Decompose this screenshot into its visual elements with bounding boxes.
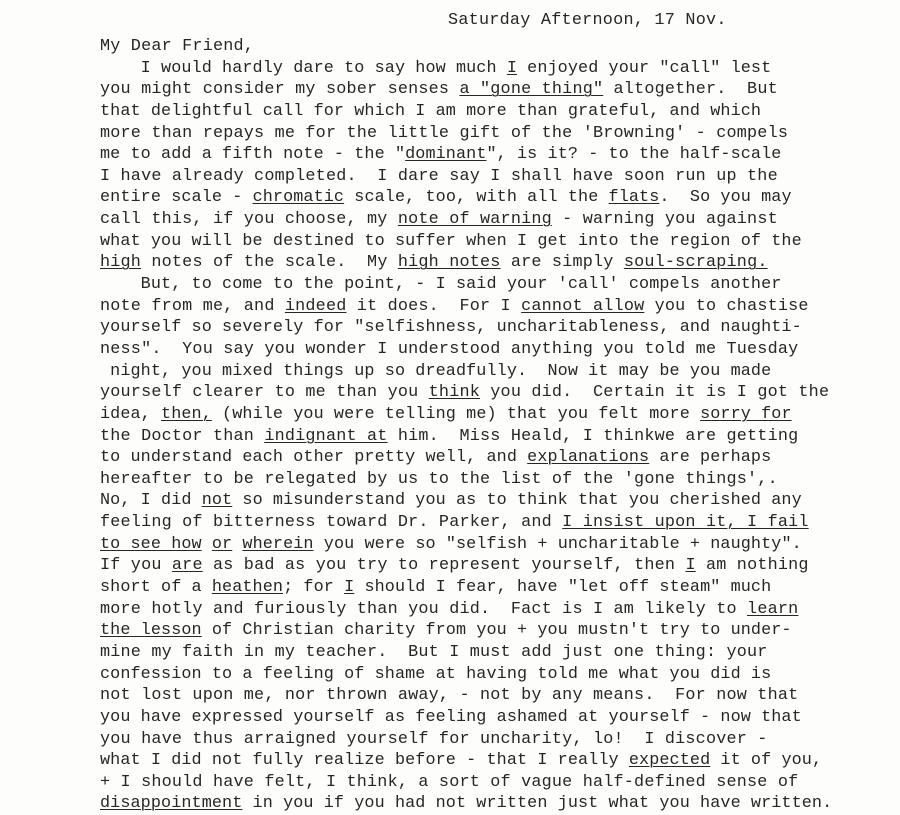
letter-line	[100, 642, 890, 664]
letter-line	[100, 144, 890, 166]
line-text: as bad as you try to represent yourself, then	[202, 556, 686, 576]
letter-line	[100, 339, 890, 361]
underlined-text: cannot allow	[521, 296, 645, 316]
line-text: in you if you had not written just what you have written.	[242, 794, 833, 814]
underlined-text: or	[211, 534, 233, 554]
underlined-text: then,	[161, 404, 212, 424]
line-text: more than repays me for the little gift of the 'Browning' - compels	[100, 123, 789, 143]
underlined-text: note of warning	[397, 210, 552, 230]
underlined-text: high notes	[397, 253, 501, 273]
line-text: you did. Certain it is I got the	[480, 383, 830, 403]
line-text: hereafter to be relegated by us to the list of the 'gone things',.	[100, 469, 778, 489]
underlined-text: a "gone thing"	[459, 80, 604, 100]
underlined-text: disappointment	[100, 794, 243, 814]
letter-line	[100, 577, 890, 599]
underlined-text: I	[506, 58, 517, 78]
line-text: idea,	[100, 404, 162, 424]
underlined-text: wherein	[242, 534, 314, 554]
letter-line	[100, 166, 890, 188]
line-text: should I fear, have "let off steam" much	[354, 578, 772, 598]
letter-line	[100, 123, 890, 145]
letter-line	[100, 361, 890, 383]
letter-line	[100, 252, 890, 274]
letter-body	[100, 36, 890, 815]
letter-line	[100, 555, 890, 577]
letter-line	[100, 512, 890, 534]
line-text: ; for	[283, 578, 345, 598]
line-text: feeling of bitterness toward Dr. Parker, and	[100, 513, 563, 533]
line-text	[232, 535, 242, 554]
line-text: If you	[100, 556, 172, 576]
line-text: - warning you against	[551, 210, 778, 230]
underlined-text: dominant	[405, 145, 487, 165]
line-text: ", is it? - to the half-scale	[486, 145, 782, 165]
underlined-text: not	[201, 491, 233, 511]
underlined-text: learn	[747, 599, 799, 619]
underlined-text: I	[685, 556, 696, 576]
letter-line	[100, 447, 890, 469]
line-text: of Christian charity from you + you mustn't try to under-	[201, 621, 792, 641]
letter-line	[100, 469, 890, 491]
line-text: yourself so severely for "selfishness, uncharitableness, and naughti-	[100, 318, 802, 338]
underlined-text: the lesson	[100, 621, 202, 641]
line-text: the Doctor than	[100, 426, 265, 446]
line-text: entire scale -	[100, 188, 253, 208]
line-text: note from me, and	[100, 296, 285, 316]
letter-line	[100, 187, 890, 209]
letter-line	[100, 101, 890, 123]
underlined-text: heathen	[211, 578, 284, 598]
underlined-text: think	[428, 383, 481, 403]
line-text: call this, if you choose, my	[100, 210, 398, 230]
line-text: are perhaps	[649, 448, 772, 468]
underlined-text: flats	[608, 188, 660, 208]
line-text: . So you may	[659, 188, 792, 208]
underlined-text: high	[100, 253, 142, 273]
letter-line	[100, 296, 890, 318]
letter-line	[100, 36, 890, 58]
underlined-text: chromatic	[252, 188, 345, 208]
underlined-text: indeed	[284, 296, 347, 316]
line-text: night, you mixed things up so dreadfully. Now it may be you made	[100, 361, 772, 381]
letter-line	[100, 772, 890, 794]
line-text: short of a	[100, 578, 212, 598]
underlined-text: explanations	[527, 448, 650, 468]
letter-line	[100, 490, 890, 512]
underlined-text: expected	[628, 751, 711, 771]
line-text: confession to a feeling of shame at having told me what you did is	[100, 664, 772, 684]
letter-line	[100, 231, 890, 253]
underlined-text: to see how	[100, 534, 202, 554]
line-text: it of you,	[710, 751, 823, 771]
line-text: ness". You say you wonder I understood anything you told me Tuesday	[100, 339, 799, 359]
line-text: are simply	[500, 253, 624, 273]
line-text: what you will be destined to suffer when I get into the region of the	[100, 231, 802, 251]
letter-line	[100, 317, 890, 339]
letter-line	[100, 599, 890, 621]
line-text: enjoyed your "call" lest	[517, 58, 772, 78]
line-text: notes of the scale. My	[141, 253, 398, 273]
line-text: you have expressed yourself as feeling ashamed at yourself - now that	[100, 707, 802, 727]
line-text: (while you were telling me) that you felt more	[211, 404, 701, 424]
line-text: what I did not fully realize before - that I really	[100, 751, 629, 771]
line-text: yourself clearer to me than you	[100, 383, 429, 403]
letter-line	[100, 58, 890, 80]
line-text: him. Miss Heald, I thinkwe are getting	[387, 426, 799, 446]
line-text: you to chastise	[644, 296, 809, 316]
letter-line	[100, 750, 890, 772]
letter-line	[100, 685, 890, 707]
line-text: scale, too, with all the	[344, 188, 609, 208]
letter-line	[100, 534, 890, 556]
line-text: + I should have felt, I think, a sort of vague half-defined sense of	[100, 772, 799, 792]
line-text: more hotly and furiously than you did. Fact is I am likely to	[100, 599, 748, 619]
letter-line	[100, 664, 890, 686]
letter-line	[100, 426, 890, 448]
line-text: you were so "selfish + uncharitable + naughty".	[313, 534, 802, 554]
line-text	[202, 535, 212, 554]
line-text: it does. For I	[346, 296, 522, 316]
letter-line	[100, 209, 890, 231]
line-text: you might consider my sober senses	[100, 80, 460, 100]
line-text: But, to come to the point, - I said your 'call' compels another	[100, 275, 782, 295]
letter-date: Saturday Afternoon, 17 Nov.	[448, 11, 727, 30]
line-text: so misunderstand you as to think that you cherished any	[232, 491, 802, 511]
letter-line	[100, 404, 890, 426]
line-text: My Dear Friend,	[100, 37, 255, 56]
line-text: I have already completed. I dare say I shall have soon run up the	[100, 166, 778, 186]
line-text: me to add a fifth note - the "	[100, 145, 406, 165]
line-text: not lost upon me, nor thrown away, - not by any means. For now that	[100, 686, 799, 706]
line-text: am nothing	[695, 556, 809, 576]
underlined-text: indignant at	[264, 426, 388, 446]
line-text: that delightful call for which I am more than grateful, and which	[100, 101, 762, 121]
line-text: mine my faith in my teacher. But I must add just one thing: your	[100, 642, 768, 662]
letter-line	[100, 707, 890, 729]
letter-line	[100, 382, 890, 404]
underlined-text: I insist upon it, I fail	[562, 513, 809, 533]
underlined-text: I	[344, 578, 355, 598]
letter-line	[100, 620, 890, 642]
line-text: No, I did	[100, 491, 202, 511]
letter-line	[100, 793, 890, 815]
underlined-text: are	[171, 556, 203, 576]
line-text: I would hardly dare to say how much	[100, 58, 507, 78]
letter-line	[100, 274, 890, 296]
underlined-text: sorry for	[700, 404, 792, 424]
letter-line	[100, 79, 890, 101]
letter-line	[100, 729, 890, 751]
line-text: to understand each other pretty well, and	[100, 448, 528, 468]
line-text: you have thus arraigned yourself for uncharity, lo! I discover -	[100, 729, 768, 749]
underlined-text: soul-scraping.	[623, 253, 768, 273]
line-text: altogether. But	[603, 80, 778, 100]
